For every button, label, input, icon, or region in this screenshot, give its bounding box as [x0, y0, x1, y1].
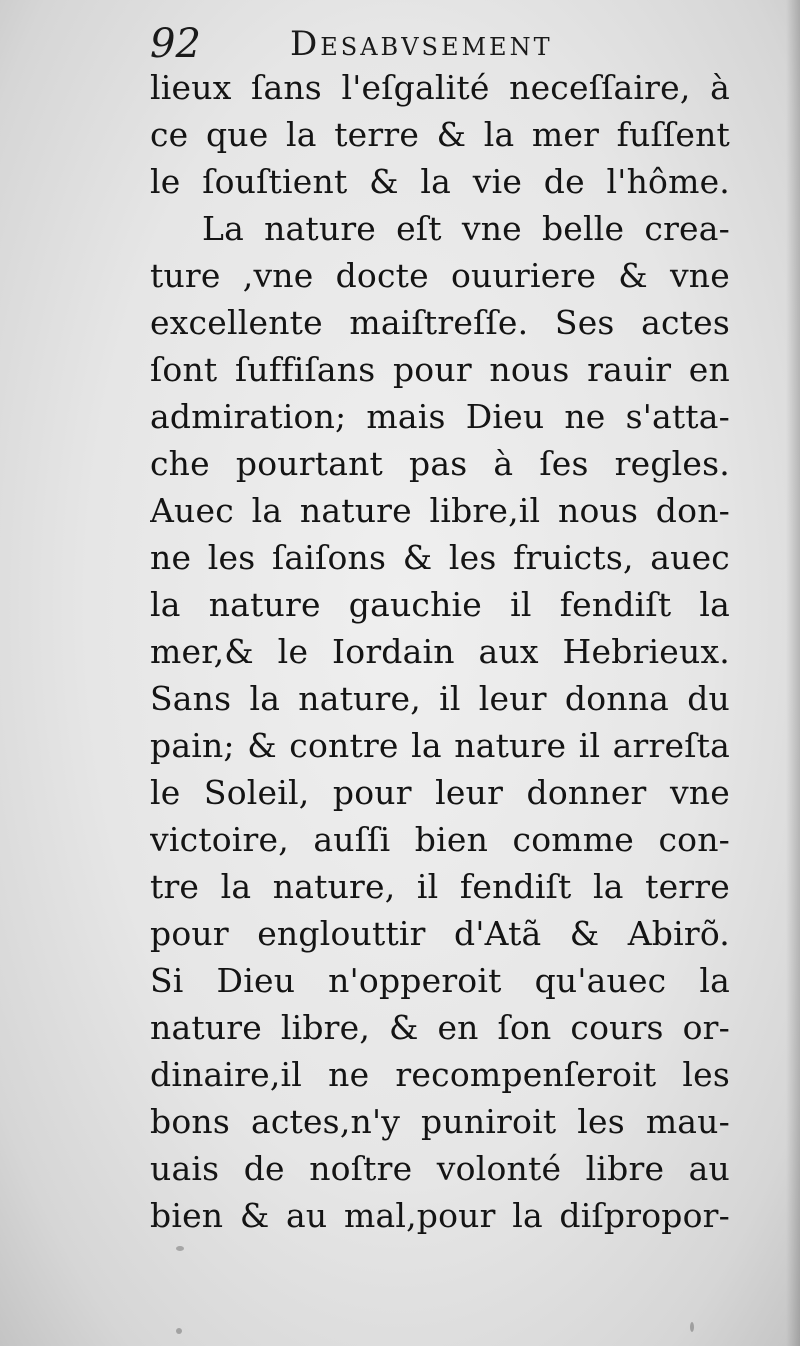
text-line: bien & au mal,pour la diſpropor- [150, 1196, 730, 1235]
text-line: Auec la nature libre,il nous don- [150, 491, 730, 530]
ink-speck [690, 1322, 694, 1332]
text-line: che pourtant pas à ſes regles. [150, 444, 730, 483]
page-number: 92 [150, 21, 201, 67]
text-line: mer,& le Iordain aux Hebrieux. [150, 632, 730, 671]
text-line: dinaire,il ne recompenſeroit les [150, 1055, 730, 1094]
running-head: Desabvsement [290, 24, 553, 64]
ink-speck [176, 1328, 182, 1334]
text-line: lieux ſans l'eſgalité neceſſaire, à [150, 68, 730, 107]
text-line: pour englouttir d'Atã & Abirõ. [150, 914, 730, 953]
text-line: ne les ſaiſons & les fruicts, auec [150, 538, 730, 577]
text-line: nature libre, & en ſon cours or- [150, 1008, 730, 1047]
text-line: ſont ſuffiſans pour nous rauir en [150, 350, 730, 389]
text-line: la nature gauchie il fendiſt la [150, 585, 730, 624]
text-line: ce que la terre & la mer fuſſent [150, 115, 730, 154]
text-line: La nature eſt vne belle crea- [202, 209, 730, 248]
text-line: victoire, auſſi bien comme con- [150, 820, 730, 859]
text-line: bons actes,n'y puniroit les mau- [150, 1102, 730, 1141]
text-line: le ſouſtient & la vie de l'hôme. [150, 162, 730, 201]
page-edge-shadow [786, 0, 800, 1346]
text-line: le Soleil, pour leur donner vne [150, 773, 730, 812]
text-line: admiration; mais Dieu ne s'atta- [150, 397, 730, 436]
ink-speck [176, 1246, 184, 1251]
page-header [150, 20, 610, 68]
text-line: ture ,vne docte ouuriere & vne [150, 256, 730, 295]
body-text [150, 64, 730, 1239]
text-line: Si Dieu n'opperoit qu'auec la [150, 961, 730, 1000]
text-line: pain; & contre la nature il arreſta [150, 726, 730, 765]
text-line: Sans la nature, il leur donna du [150, 679, 730, 718]
text-line: excellente maiſtreſſe. Ses actes [150, 303, 730, 342]
text-line: tre la nature, il fendiſt la terre [150, 867, 730, 906]
text-line: uais de noſtre volonté libre au [150, 1149, 730, 1188]
